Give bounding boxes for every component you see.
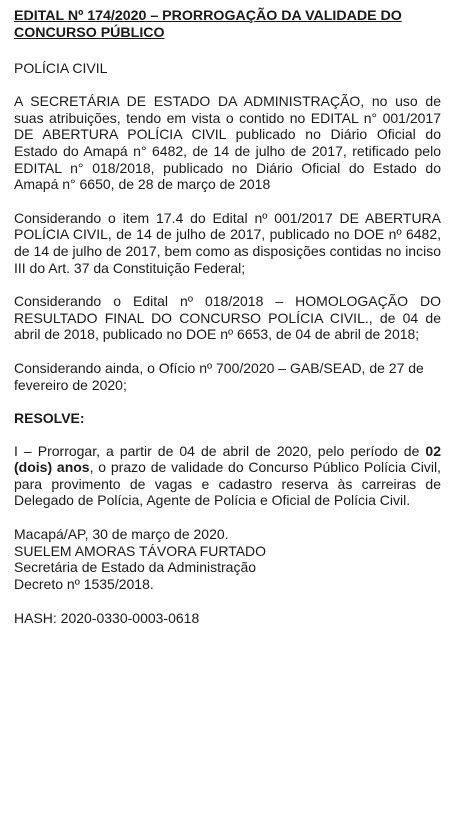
resolve-heading: RESOLVE: [14, 410, 85, 427]
signer-name: SUELEM AMORAS TÁVORA FURTADO [14, 542, 267, 559]
resolution-paragraph [14, 443, 441, 509]
place-date: Macapá/AP, 30 de março de 2020. [14, 526, 229, 543]
considering-paragraph-2: Considerando o Edital nº 018/2018 – HOMOLOGAÇÃO DO RESULTADO FINAL DO CONCURSO POLÍCIA CIVIL., de 04 de abril de 2018, publicado no DOE nº 6653, de 04 de abril de 2018; [14, 293, 441, 343]
preamble-paragraph: A SECRETÁRIA DE ESTADO DA ADMINISTRAÇÃO, no uso de suas atribuições, tendo em vista o contido no EDITAL n° 001/2017 DE ABERTURA POLÍCIA CIVIL publicado no Diário Oficial do Estado do Amapá n° 6482, de 14 de julho de 2017, retificado pelo EDITAL n° 018/2018, publicado no Diário Oficial do Estado do Amapá n° 6650, de 28 de março de 2018 [14, 93, 441, 193]
considering-paragraph-1: Considerando o item 17.4 do Edital nº 001/2017 DE ABERTURA POLÍCIA CIVIL, de 14 de julho de 2017, publicado no DOE nº 6482, de 14 de julho de 2017, bem como as disposições contidas no inciso III do Art. 37 da Constituição Federal; [14, 209, 441, 276]
document-title: EDITAL Nº 174/2020 – PRORROGAÇÃO DA VALIDADE DO CONCURSO PÚBLICO [14, 8, 402, 41]
signer-decree: Decreto nº 1535/2018. [14, 575, 154, 592]
organization-name: POLÍCIA CIVIL [14, 59, 108, 76]
considering-paragraph-3: Considerando ainda, o Ofício nº 700/2020 – GAB/SEAD, de 27 de fevereiro de 2020; [14, 359, 424, 393]
signer-role: Secretária de Estado da Administração [14, 559, 257, 576]
signature-block [14, 526, 441, 592]
document-hash: HASH: 2020-0330-0003-0618 [14, 610, 200, 627]
resolution-period-bold: 02 (dois) anos [14, 442, 441, 476]
resolution-text-before: I – Prorrogar, a partir de 04 de abril de 2020, pelo período de [14, 442, 426, 459]
resolution-text-after: , o prazo de validade do Concurso Público Polícia Civil, para provimento de vagas e cadastro reserva às carreiras de Delegado de Polícia, Agente de Polícia e Oficial de Polícia Civil. [14, 459, 442, 509]
